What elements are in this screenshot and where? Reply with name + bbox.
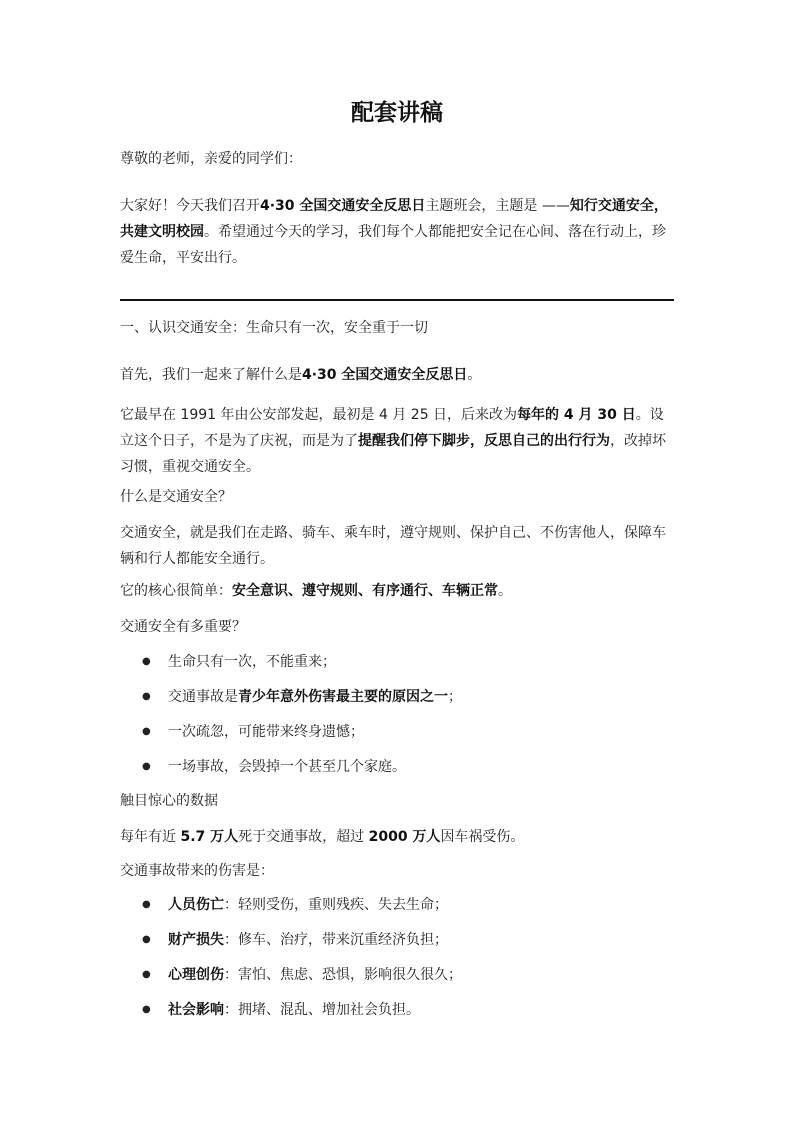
p2-text-2: 。设立这个日子，不是为了庆祝，而是为了	[120, 407, 664, 449]
question-harms: 交通事故带来的伤害是：	[120, 863, 274, 879]
question-what-is: 什么是交通安全？	[120, 489, 232, 505]
data-text-1: 每年有近	[120, 829, 181, 845]
bullet-icon: ●	[142, 656, 151, 667]
intro-text-1: 大家好！今天我们召开	[120, 198, 260, 214]
harm-item-4	[168, 998, 420, 1022]
paragraph-core	[120, 578, 674, 604]
data-text-3: 因车祸受伤。	[440, 829, 525, 845]
p1-text-2: 。	[467, 367, 482, 383]
page-title: 配套讲稿	[351, 100, 443, 126]
p1-text-1: 首先，我们一起来了解什么是	[120, 367, 302, 383]
p4-text-2: 。	[498, 583, 512, 599]
item-bold: 社会影响	[168, 1002, 224, 1018]
item-text: ：轻则受伤，重则残疾、失去生命；	[224, 897, 448, 913]
bullet-icon: ●	[142, 1004, 151, 1015]
intro-text-2: 主题班会，主题是 ——	[425, 198, 570, 214]
p2-bold-2: 提醒我们停下脚步，反思自己的出行行为	[358, 433, 610, 449]
intro-text-3: 。希望通过今天的学习，我们每个人都能把安全记在心间、落在行动上，珍爱生命，平安出行。	[120, 224, 666, 266]
bullet-icon: ●	[142, 761, 151, 772]
p2-bold-1: 每年的 4 月 30 日	[517, 407, 636, 423]
harm-item-2	[168, 928, 448, 952]
data-text-2: 死于交通事故，超过	[238, 829, 369, 845]
bullet-icon: ●	[142, 969, 151, 980]
p1-bold-1: 4·30 全国交通安全反思日	[302, 367, 468, 383]
item-bold: 心理创伤	[168, 967, 224, 983]
horizontal-divider	[120, 299, 674, 301]
p4-bold-1: 安全意识、遵守规则、有序通行、车辆正常	[232, 583, 498, 599]
item-text: ；	[448, 689, 462, 705]
p2-text-1: 它最早在 1991 年由公安部发起，最初是 4 月 25 日，后来改为	[120, 407, 518, 423]
harm-item-1	[168, 893, 448, 917]
paragraph-definition	[120, 362, 674, 388]
item-text: 交通事故是	[168, 689, 238, 705]
paragraph-meaning: 交通安全，就是我们在走路、骑车、乘车时，遵守规则、保护自己、不伤害他人，保障车辆和行人都能安全通行。	[120, 525, 666, 567]
item-bold: 青少年意外伤害最主要的原因之一	[238, 689, 448, 705]
item-text: ：害怕、焦虑、恐惧，影响很久很久；	[224, 967, 462, 983]
importance-item-4: 一场事故，会毁掉一个甚至几个家庭。	[168, 759, 406, 775]
bullet-icon: ●	[142, 691, 151, 702]
bullet-icon: ●	[142, 899, 151, 910]
question-importance: 交通安全有多重要？	[120, 619, 246, 635]
bullet-icon: ●	[142, 934, 151, 945]
data-bold-2: 2000 万人	[368, 829, 441, 845]
data-bold-1: 5.7 万人	[180, 829, 239, 845]
paragraph-statistics	[120, 824, 674, 850]
item-text: ：拥堵、混乱、增加社会负担。	[224, 1002, 420, 1018]
section-statistics-heading: 触目惊心的数据	[120, 793, 218, 809]
item-text: ：修车、治疗，带来沉重经济负担；	[224, 932, 448, 948]
greeting: 尊敬的老师，亲爱的同学们：	[120, 151, 302, 167]
section-heading-1: 一、认识交通安全：生命只有一次，安全重于一切	[120, 320, 428, 336]
item-bold: 人员伤亡	[168, 897, 224, 913]
intro-bold-1: 4·30 全国交通安全反思日	[260, 198, 426, 214]
importance-item-2	[168, 685, 462, 709]
importance-item-1: 生命只有一次，不能重来；	[168, 654, 336, 670]
importance-item-3: 一次疏忽，可能带来终身遗憾；	[168, 724, 364, 740]
harm-item-3	[168, 963, 462, 987]
bullet-icon: ●	[142, 726, 151, 737]
p2-text-3: ，改掉坏习惯，重视交通安全。	[120, 433, 666, 475]
paragraph-history	[120, 402, 674, 480]
item-bold: 财产损失	[168, 932, 224, 948]
p4-text-1: 它的核心很简单：	[120, 583, 232, 599]
intro-bold-2: 知行交通安全，共建文明校园	[120, 198, 668, 240]
intro-paragraph	[120, 193, 674, 271]
